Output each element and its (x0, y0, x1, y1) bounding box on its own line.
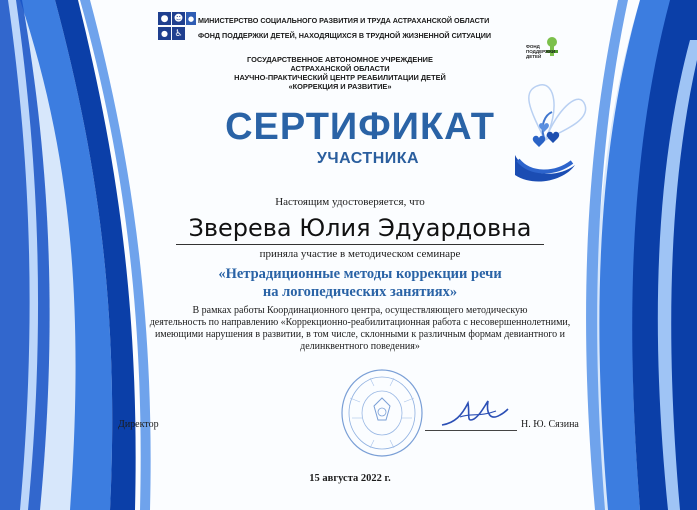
work-description-line-2: деятельность по направлению «Коррекционно-реабилитационная работа с несовершеннолетними, (149, 317, 571, 328)
wheelchair-icon: ♿ (172, 27, 185, 40)
work-description-line-1: В рамках работы Координационного центра, осуществляющего методическую (192, 305, 528, 316)
recipient-underline (176, 244, 544, 245)
work-description-line-4: делинквентного поведения» (300, 341, 420, 352)
participation-text: приняла участие в методическом семинаре (259, 248, 461, 260)
recipient-name: Зверева Юлия Эдуардовна (188, 214, 532, 242)
signature-line (425, 430, 517, 431)
certificate-subtitle: УЧАСТНИКА (316, 150, 420, 167)
handwritten-signature (440, 395, 510, 435)
elderly-icon: ● (158, 27, 171, 40)
work-description-line-3: имеющими нарушения в развитии, в том числе, склонными к различным формам девиантного и (154, 329, 566, 340)
signer-name: Н. Ю. Сязина (521, 419, 579, 430)
certificate-title: СЕРТИФИКАТ (225, 106, 495, 148)
institution-line-2: АСТРАХАНСКОЙ ОБЛАСТИ (290, 64, 390, 73)
fund-line: ФОНД ПОДДЕРЖКИ ДЕТЕЙ, НАХОДЯЩИХСЯ В ТРУДНОЙ ЖИЗНЕННОЙ СИТУАЦИИ (198, 31, 492, 40)
ministry-line: МИНИСТЕРСТВО СОЦИАЛЬНОГО РАЗВИТИЯ И ТРУДА АСТРАХАНСКОЙ ОБЛАСТИ (198, 16, 490, 25)
fund-logo-text: ФОНД ПОДДЕРЖКИ ДЕТЕЙ (526, 44, 556, 59)
institution-line-4: «КОРРЕКЦИЯ И РАЗВИТИЕ» (288, 82, 392, 91)
official-seal (340, 368, 424, 458)
family-icon: ● (158, 12, 171, 25)
seminar-topic-line-2: на логопедических занятиях» (262, 284, 458, 300)
director-label: Директор (118, 419, 159, 430)
attest-text: Настоящим удостоверяется, что (275, 196, 425, 208)
institution-line-3: НАУЧНО-ПРАКТИЧЕСКИЙ ЦЕНТР РЕАБИЛИТАЦИИ ДЕТЕЙ (234, 73, 446, 82)
child-icon: ● (186, 12, 196, 25)
issue-date: 15 августа 2022 г. (309, 473, 391, 484)
seminar-topic-line-1: «Нетрадиционные методы коррекции речи (218, 266, 502, 282)
people-icon: ☻ (173, 13, 184, 24)
institution-line-1: ГОСУДАРСТВЕННОЕ АВТОНОМНОЕ УЧРЕЖДЕНИЕ (247, 55, 433, 64)
